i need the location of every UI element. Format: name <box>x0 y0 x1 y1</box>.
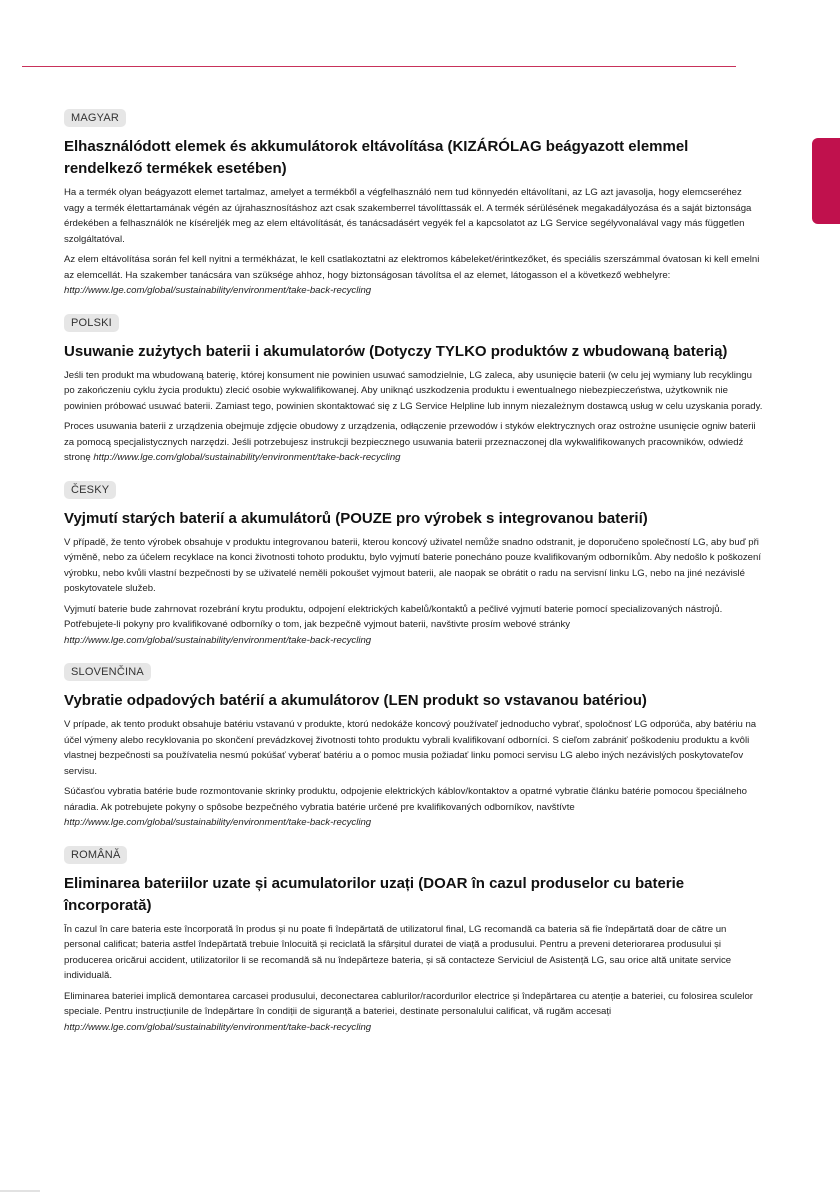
paragraph-1: Jeśli ten produkt ma wbudowaną baterię, której konsument nie powinien usuwać samodzielnie, LG zaleca, aby usunięcie baterii (w celu jej wymiany lub recyklingu po zakończeniu cyklu życia produktu) zlecić osobie wykwalifikowanej. Aby uniknąć uszkodzenia produktu i ewentualnego niebezpieczeństwa, użytkownik nie powinien próbować usuwać baterii. Zamiast tego, powinien skontaktować się z LG Service Helpline lub innym niezależnym dostawcą usług w celu uzyskania porady. <box>64 369 763 412</box>
language-label: ČESKY <box>64 481 116 499</box>
paragraph-1: Ha a termék olyan beágyazott elemet tartalmaz, amelyet a termékből a végfelhasználó nem tud könnyedén eltávolítani, az LG azt javasolja, hogy elemcseréhez vagy a termék élettartamának végén az újrahasznosításhoz azt csak szakemberrel távolíttassák el. A termék sérülésének megakadályozása és a saját biztonsága érdekében a felhasználók ne kíséreljék meg az elem eltávolítását, és tanácsadásért vegyék fel a kapcsolatot az LG Service segélyvonalával vagy más független szolgáltatóval. <box>64 187 752 245</box>
paragraph-2 <box>64 419 764 466</box>
recycling-link[interactable]: http://www.lge.com/global/sustainability/environment/take-back-recycling <box>64 634 372 646</box>
paragraph-2 <box>64 989 764 1036</box>
paragraph-1: V případě, že tento výrobek obsahuje v produktu integrovanou baterii, kterou koncový uživatel nemůže snadno odstranit, je doporučeno společností LG, aby buď při výměně, nebo za účelem recyklace na konci životnosti tohoto produktu, bylo vyjmutí baterie ponecháno pouze kvalifikovaným odborníkům. Aby nedošlo k poškození výrobku, nebo kvůli vlastní bezpečnosti by se uživatelé neměli pokoušet vyjmout baterii, ale naopak se obrátit o radu na servisní linku LG, nebo na jiné nezávislé poskytovatele služeb. <box>64 536 762 594</box>
section-slovencina <box>64 662 764 831</box>
chapter-tab-marker <box>812 138 840 224</box>
language-label: SLOVENČINA <box>64 663 151 681</box>
section-title: Vyjmutí starých baterií a akumulátorů (POUZE pro výrobek s integrovanou baterií) <box>64 509 648 527</box>
section-title: Elhasználódott elemek és akkumulátorok eltávolítása (KIZÁRÓLAG beágyazott elemmel rendelkező termékek esetében) <box>64 138 689 177</box>
section-title: Usuwanie zużytych baterii i akumulatorów (Dotyczy TYLKO produktów z wbudowaną baterią) <box>64 342 728 360</box>
recycling-link[interactable]: http://www.lge.com/global/sustainability/environment/take-back-recycling <box>64 285 372 296</box>
section-title: Eliminarea bateriilor uzate și acumulatorilor uzați (DOAR în cazul produselor cu baterie încorporată) <box>64 874 685 914</box>
section-magyar <box>64 108 764 299</box>
paragraph-1: V prípade, ak tento produkt obsahuje batériu vstavanú v produkte, ktorú nedokáže koncový používateľ jednoducho vybrať, spoločnosť LG odporúča, aby batériu na účel výmeny alebo recyklovania po skončení prevádzkovej životnosti tohto produktu vybrali kvalifikovaní odborníci. S cieľom zabrániť poškodeniu produktu a kvôli vlastnej bezpečnosti sa používatelia nesmú pokúšať vyberať batériu a o pomoc musia požiadať linku pomoci servisu LG alebo iných nezávislých poskytovateľov servisu. <box>64 719 757 777</box>
recycling-link[interactable]: http://www.lge.com/global/sustainability/environment/take-back-recycling <box>64 817 372 828</box>
paragraph-2 <box>64 784 764 831</box>
paragraph-text: Eliminarea bateriei implică demontarea carcasei produsului, deconectarea cablurilor/racordurilor electrice și îndepărtarea cu atenție a bateriei, cu folosirea sculelor speciale. Pentru instrucțiunile de îndepărtare în condiții de siguranță a bateriei, destinate personalului calificat, vă rugăm accesați <box>64 990 753 1017</box>
recycling-link[interactable]: http://www.lge.com/global/sustainability/environment/take-back-recycling <box>93 452 401 463</box>
section-romana <box>64 845 764 1036</box>
paragraph-text: Proces usuwania baterii z urządzenia obejmuje zdjęcie obudowy z urządzenia, odłączenie przewodów i styków elektrycznych oraz ostrożne usunięcie ogniw baterii za pomocą specjalistycznych narzędzi. Jeśli potrzebujesz instrukcji bezpiecznego usuwania baterii przeznaczonej dla wykwalifikowanych pracowników, odwiedź stronę <box>64 421 756 463</box>
section-title: Vybratie odpadových batérií a akumulátorov (LEN produkt so vstavanou batériou) <box>64 692 647 709</box>
section-polski <box>64 313 764 466</box>
paragraph-2 <box>64 252 764 299</box>
paragraph-2 <box>64 602 764 649</box>
header-rule <box>22 66 736 67</box>
paragraph-text: Súčasťou vybratia batérie bude rozmontovanie skrinky produktu, odpojenie elektrických káblov/kontaktov a opatrné vybratie článku batérie pomocou špeciálneho náradia. Ak potrebujete pokyny o spôsobe bezpečného vybratia batérie určené pre kvalifikovaných odborníkov, navštívte <box>64 786 748 813</box>
language-label: MAGYAR <box>64 109 126 127</box>
language-label: POLSKI <box>64 314 119 332</box>
page-content <box>64 108 764 1049</box>
language-label: ROMÂNĂ <box>64 846 127 864</box>
paragraph-text: Az elem eltávolítása során fel kell nyitni a termékházat, le kell csatlakoztatni az elektromos kábeleket/érintkezőket, és speciális szerszámmal óvatosan ki kell emelni az elemcellát. Ha szakember tanácsára van szüksége ahhoz, hogy biztonságosan távolítsa el az elemet, látogasson el a következő webhelyre: <box>64 254 760 281</box>
section-cesky <box>64 480 764 649</box>
paragraph-1: În cazul în care bateria este încorporată în produs și nu poate fi îndepărtată de utilizatorul final, LG recomandă ca bateria să fie îndepărtată doar de către un personal calificat; bateria astfel îndepărtată trebuie înlocuită și reciclată la sfârșitul duratei de viață a produsului. Pentru a preveni deteriorarea produsului și producerea oricărui accident, utilizatorilor li se recomandă să nu îndepărteze bateria, și să contacteze Serviciul de Asistență LG, sau orice altă unitate service individuală. <box>64 923 732 981</box>
recycling-link[interactable]: http://www.lge.com/global/sustainability/environment/take-back-recycling <box>64 1021 372 1033</box>
paragraph-text: Vyjmutí baterie bude zahrnovat rozebrání krytu produktu, odpojení elektrických kabelů/kontaktů a pečlivé vyjmutí baterie pomocí specializovaných nástrojů. Potřebujete-li pokyny pro kvalifikované odborníky o tom, jak bezpečně vyjmout baterii, navštivte prosím webové stránky <box>64 603 723 630</box>
